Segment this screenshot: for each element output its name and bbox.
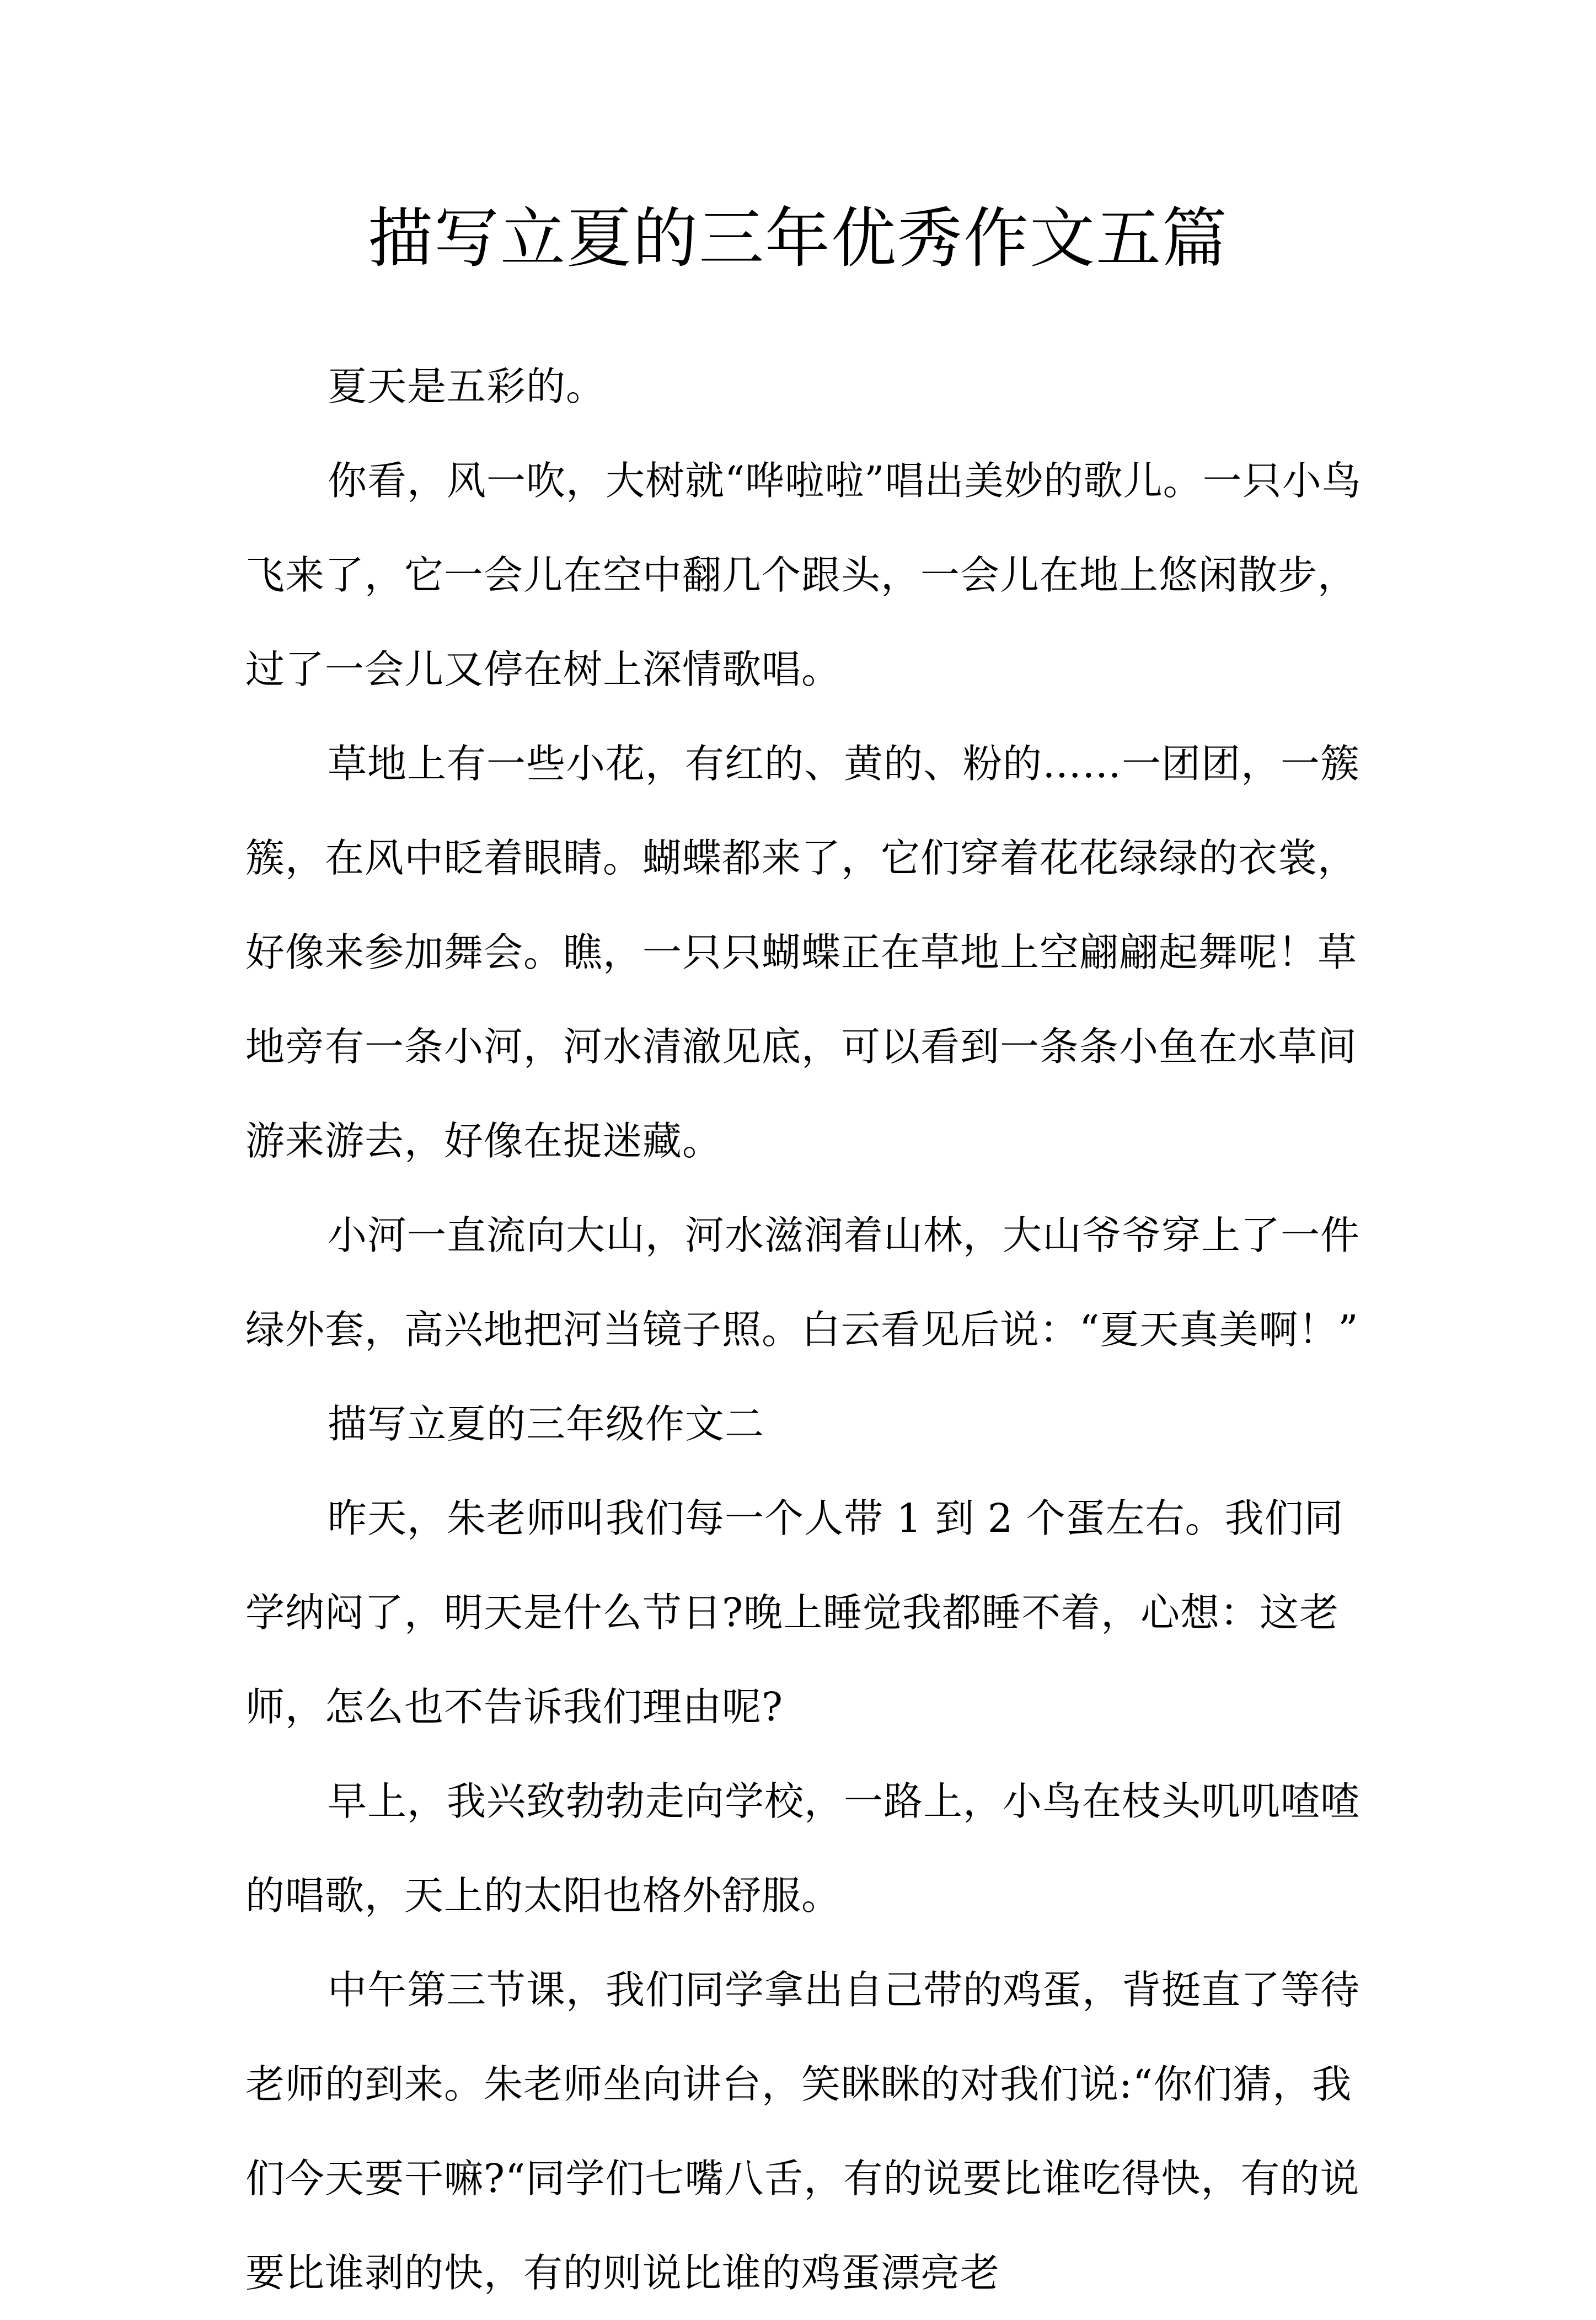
- paragraph: 小河一直流向大山，河水滋润着山林，大山爷爷穿上了一件绿外套，高兴地把河当镜子照。白云看见后说：“夏天真美啊！”: [245, 1212, 1361, 1353]
- paragraph: 早上，我兴致勃勃走向学校，一路上，小鸟在枝头叽叽喳喳的唱歌，天上的太阳也格外舒服。: [245, 1778, 1361, 1918]
- section-heading: 描写立夏的三年级作文二: [328, 1401, 765, 1447]
- paragraph: 夏天是五彩的。: [328, 363, 606, 409]
- paragraph: 草地上有一些小花，有红的、黄的、粉的……一团团，一簇簇，在风中眨着眼睛。蝴蝶都来了，它们穿着花花绿绿的衣裳，好像来参加舞会。瞧，一只只蝴蝶正在草地上空翩翩起舞呢！草地旁有一条小河，河水清澈见底，可以看到一条条小鱼在水草间游来游去，好像在捉迷藏。: [245, 741, 1361, 1164]
- paragraph: 中午第三节课，我们同学拿出自己带的鸡蛋，背挺直了等待老师的到来。朱老师坐向讲台，笑眯眯的对我们说:“你们猜，我们今天要干嘛?“同学们七嘴八舌，有的说要比谁吃得快，有的说要比谁剥的快，有的则说比谁的鸡蛋漂亮老: [245, 1967, 1361, 2296]
- paragraph: 你看，风一吹，大树就“哗啦啦”唱出美妙的歌儿。一只小鸟飞来了，它一会儿在空中翻几个跟头，一会儿在地上悠闲散步，过了一会儿又停在树上深情歌唱。: [245, 458, 1362, 692]
- paragraph: 昨天，朱老师叫我们每一个人带 1 到 2 个蛋左右。我们同学纳闷了，明天是什么节日?晚上睡觉我都睡不着，心想：这老师，怎么也不告诉我们理由呢?: [245, 1495, 1344, 1730]
- page-title: 描写立夏的三年优秀作文五篇: [367, 200, 1228, 276]
- article-body: [245, 339, 1373, 2320]
